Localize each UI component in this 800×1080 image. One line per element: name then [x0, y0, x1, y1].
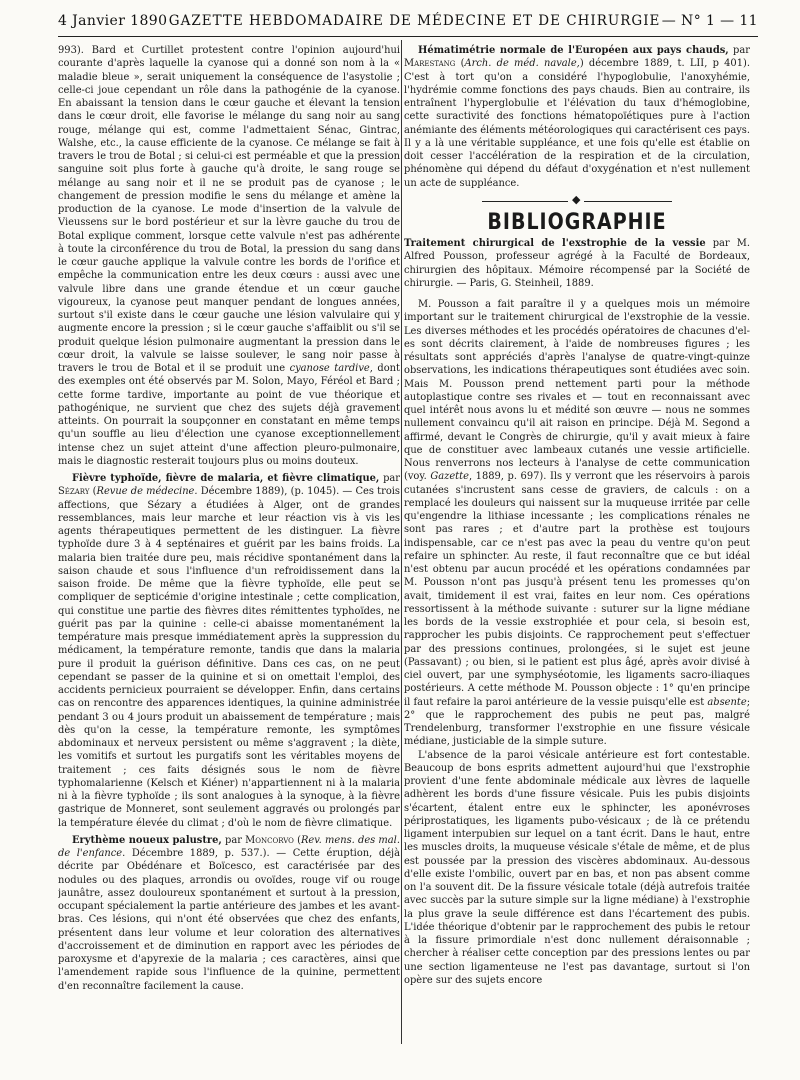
cyanose-tardive: cyanose tardive: [289, 363, 370, 374]
erytheme-body: Décembre 1889, p. 537.). — Cette éruption, déjà décrite par Obédénare et Boïcesco, est caractérisée par des nodules ou des plaques, arrondis ou ovoïdes, rouge vif ou rouge jaunâtre, assez douloureux spontanément et surtout à la pression, occupant spécialement la partie antérieure des jambes et les avant-bras. Ces lésions, qui n'ont été observées que chez des enfants, présentent dans leur volume et leur coloration des alternatives d'accroissement et de diminution en rapport avec les périodes de paroxysme et d'apyrexie de la malaria ; ces caractères, ainsi que l'amendement rapide sous l'influence de la quinine, permettent d'en reconnaître facilement la cause.: [58, 848, 400, 992]
fievre-title: Fièvre typhoïde, fièvre de malaria, et fièvre climatique,: [72, 473, 380, 484]
hematimetrie-body: ) décembre 1889, t. LII, p 401). C'est à tort qu'on a considéré l'hypoglobulie, l'anoxyhémie, l'hydrémie comme fonctions des pays chauds. Bien au contraire, ils entraînent l'hyperglobulie et l'élévation du taux d'hémoglobine, cette suractivité des fonctions hématopoïétiques pure à l'action anémiante des éléments météorologiques qui caractérisent ces pays. Il y a là une véritable suppléance, et une fois qu'elle est établie on doit cesser l'accélération de la respiration et de la circulation, phénomène qui dépend du défaut d'oxygénation et n'est nullement un acte de suppléance.: [404, 58, 750, 189]
review-absente: absente: [707, 696, 747, 708]
fievre-by: par: [379, 473, 400, 484]
page-header: [58, 6, 758, 36]
review-text: M. Pousson a fait paraître il y a quelques mois un mémoire important sur le traitement chirurgical de l'exstrophie de la vessie. Les diverses méthodes et les procédés opératoires de chacunes d'el-es sont décrits clairement, à l'aide de nombreuses figures ; les résultats sont appréciés d'après l'analyse de quatre-vingt-quinze observations, les indications thérapeutiques sont étudiées avec soin. Mais M. Pousson prend nettement parti pour la méthode autoplastique contre ses rivales et — tout en reconnaissant avec quel intérêt nous avons lu et médité son œuvre — nous ne sommes nullement convaincu qu'il ait raison en principe. Déjà M. Segond a affirmé, devant le Congrès de chirurgie, qu'il y avait mieux à faire que de constituer avec lambeaux cutanés une vessie artificielle. Nous renverrons nos lecteurs à l'analyse de cette communication (voy.: [404, 299, 750, 483]
erytheme-author: Moncorvo: [245, 834, 294, 846]
fievre-author: Sézary: [58, 486, 90, 498]
header-page-number: — N° 1 — 11: [661, 13, 758, 29]
cyanose-paragraph: [58, 44, 400, 468]
hematimetrie-article: Hématimétrie normale de l'Européen aux pays chauds, par Marestang (Arch. de méd. navale,) décembre 1889, t. LII, p 401). C'est à tort qu'on a considéré l'hypoglobulie, l'anoxyhémie, l'hydrémie comme fonctions des pays chauds. Bien au contraire, ils entraînent l'hyperglobulie et l'élévation du taux d'hémoglobine, cette suractivité des fonctions hématopoïétiques pure à l'action anémiante des éléments météorologiques qui caractérisent ces pays. Il y a là une véritable suppléance, et une fois qu'elle est établie on doit cesser l'accélération de la respiration et de la circulation, phénomène qui dépend du défaut d'oxygénation et n'est nullement un acte de suppléance.: [404, 45, 750, 189]
review-paragraph-2: L'absence de la paroi vésicale antérieure est fort contestable. Beaucoup de bons esprits admettent aujourd'hui que l'exstrophie provient d'une fente abdominale médicale aux lèvres de laquelle adhèrent les bords d'une fissure vésicale. Puis les pubis disjoints s'écartent, étalent entre eux le sphincter, les aponévroses périprostatiques, les ligaments pubo-vésicaux ; de là ce prétendu ligament interpubien sur lequel on a tant écrit. Dans le haut, entre les muscles droits, la muqueuse vésicale s'étale de même, et de plus est poussée par la pression des viscères abdominaux. Au-dessous d'elle existe l'ombilic, ouvert par en bas, et non pas absent comme on l'a souvent dit. De la fissure vésicale totale (déjà autrefois traitée avec succès par la suture simple sur la ligne médiane) à l'exstrophie la plus grave la seule différence est dans l'écartement des pubis. L'idée théorique d'obtenir par le rapprochement des pubis le retour à la fissure primordiale n'est donc nullement déraisonnable ; chercher à réaliser cette conception par des pressions lentes ou par une section ligamenteuse ne l'est pas davantage, surtout si l'on opère sur des sujets encore: [404, 749, 750, 986]
review-gazette: Gazette: [430, 471, 469, 483]
erytheme-article: Erythème noueux palustre, par Moncorvo (Rev. mens. des mal. de l'enfance. Décembre 1889, p. 537.). — Cette éruption, déjà décrite par Obédénare et Boïcesco, est caractérisée par des nodules ou des plaques, arrondis ou ovoïdes, rouge vif ou rouge jaunâtre, assez douloureux spontanément et surtout à la pression, occupant spécialement la partie antérieure des jambes et les avant-bras. Ces lésions, qui n'ont été observées que chez des enfants, présentent dans leur volume et leur coloration des alternatives d'accroissement et de diminution en rapport avec les périodes de paroxysme et d'apyrexie de la malaria ; ces caractères, ainsi que l'amendement rapide sous l'influence de la quinine, permettent d'en reconnaître facilement la cause.: [58, 834, 400, 992]
bibliographie-book-title: Traitement chirurgical de l'exstrophie de la vessie: [404, 238, 706, 249]
erytheme-source: Rev. mens. des mal. de l'enfance.: [58, 834, 400, 859]
bibliographie-heading: BIBLIOGRAPHIE: [487, 209, 667, 235]
cyanose-text-end: , dont des exemples ont été observés par M. Solon, Mayo, Féréol et Bard ; cette forme tardive, importante au point de vue théorique et pathogénique, ne survient que chez des sujets déjà gravement atteints. On pourrait la soupçonner en constatant en même temps qu'un souffle au lieu d'élection une cyanose exceptionnellement intense chez un sujet atteint d'une affection pleuro-pulmonaire, mais le diagnostic resterait toujours plus ou moins douteux.: [58, 363, 400, 467]
fievre-article: Fièvre typhoïde, fièvre de malaria, et fièvre climatique, par Sézary (Revue de médecine. Décembre 1889), (p. 1045). — Ces trois affections, que Sézary a étudiées à Alger, ont de grandes ressemblances, mais leur marche et leur réaction vis à vis les agents thérapeutiques permettent de les distinguer. La fièvre typhoïde dure 3 à 4 septénaires et guérit par les bains froids. La malaria bien traitée dure peu, mais récidive spontanément dans la saison chaude et sous l'influence d'un refroidissement dans la saison froide. De même que la fièvre typhoïde, elle peut se compliquer de septicémie d'origine intestinale ; cette complication, qui constitue une partie des fièvres dites rémittentes typhoïdes, ne guérit pas par la quinine : celle-ci abaisse momentanément la température mais presque immédiatement après la suppression du médicament, la température remonte, tandis que dans la malaria pure il produit la guérison définitive. Dans ces cas, on ne peut cependant se passer de la quinine et si on omettait l'emploi, des accidents pernicieux pourraient se développer. Enfin, dans certains cas on rencontre des apparences identiques, la quinine administrée pendant 3 ou 4 jours produit un abaissement de température ; mais dès qu'on la cesse, la température remonte, les symptômes abdominaux et nerveux persistent ou même s'aggravent ; la diète, les vomitifs et surtout les purgatifs sont les véritables moyens de traitement ; ces faits désignés sous le nom de fièvre typhomalarienne (Kelsch et Kiéner) n'appartiennent ni à la malaria ni à la fièvre typhoïde ; ils sont analogues à la synoque, à la fièvre gastrique de Monneret, sont seulement aggravés ou prolongés par la température élevée du climat ; d'où le nom de fièvre climatique.: [58, 473, 400, 829]
column-rule: [401, 40, 402, 1044]
hematimetrie-title: Hématimétrie normale de l'Européen aux pays chauds,: [418, 45, 729, 56]
left-column: [58, 44, 400, 1044]
fievre-source: Revue de médecine.: [96, 486, 198, 498]
erytheme-by: par: [221, 834, 246, 846]
section-divider-ornament: [482, 196, 672, 206]
hematimetrie-author: Marestang: [404, 58, 456, 70]
review-paragraph-1: [404, 298, 750, 749]
hematimetrie-source: Arch. de méd. navale,: [464, 58, 580, 70]
review-text-end: ; 2° que le rapprochement des pubis ne peut pas, malgré Trendelenburg, transformer l'exstrophie en une fissure vésicale médiane, justiciable de la simple suture.: [404, 696, 750, 748]
header-rule: [58, 36, 758, 37]
review-text-mid: , 1889, p. 697). Ils y verront que les réservoirs à parois cutanées s'incrustent sans cesse de graviers, de calculs : on a remplacé les douleurs qui naissent sur la muqueuse irritée par celle qu'engendre la lithiase incessante ; les complications rénales ne sont pas rares ; et d'autre part la prothèse est toujours indispensable, car ce n'est pas avec la peau du ventre qu'on peut refaire un sphincter. Au reste, il faut reconnaître que ce but idéal n'est obtenu par aucun procédé et les opérations condamnées par M. Pousson n'ont pas jusqu'à présent tenu les promesses qu'on avait, timidement il est vrai, faites en leur nom. Ces opérations ressortissent à la méthode suivante : suturer sur la ligne médiane les bords de la vessie exstrophiée et pour cela, si besoin est, rapprocher les pubis disjoints. Ce rapprochement peut s'effectuer par des pressions continues, prolongées, si le sujet est jeune (Passavant) ; ou bien, si le patient est plus âgé, après avoir divisé à ciel ouvert, par une symphyséotomie, les ligaments sacro-iliaques postérieurs. A cette méthode M. Pousson objecte : 1° qu'en principe il faut refaire la paroi antérieure de la vessie puisqu'elle est: [404, 471, 750, 708]
erytheme-title: Erythème noueux palustre,: [72, 834, 222, 846]
fievre-body: Décembre 1889), (p. 1045). — Ces trois affections, que Sézary a étudiées à Alger, ont de grandes ressemblances, mais leur marche et leur réaction vis à vis les agents thérapeutiques permettent de les distinguer. La fièvre typhoïde dure 3 à 4 septénaires et guérit par les bains froids. La malaria bien traitée dure peu, mais récidive spontanément dans la saison chaude et sous l'influence d'un refroidissement dans la saison froide. De même que la fièvre typhoïde, elle peut se compliquer de septicémie d'origine intestinale ; cette complication, qui constitue une partie des fièvres dites rémittentes typhoïdes, ne guérit pas par la quinine : celle-ci abaisse momentanément la température mais presque immédiatement après la suppression du médicament, la température remonte, tandis que dans la malaria pure il produit la guérison définitive. Dans ces cas, on ne peut cependant se passer de la quinine et si on omettait l'emploi, des accidents pernicieux pourraient se développer. Enfin, dans certains cas on rencontre des apparences identiques, la quinine administrée pendant 3 ou 4 jours produit un abaissement de température ; mais dès qu'on la cesse, la température remonte, les symptômes abdominaux et nerveux persistent ou même s'aggravent ; la diète, les vomitifs et surtout les purgatifs sont les véritables moyens de traitement ; ces faits désignés sous le nom de fièvre typhomalarienne (Kelsch et Kiéner) n'appartiennent ni à la malaria ni à la fièvre typhoïde ; ils sont analogues à la synoque, à la fièvre gastrique de Monneret, sont seulement aggravés ou prolongés par la température élevée du climat ; d'où le nom de fièvre climatique.: [58, 486, 400, 829]
header-date: 4 Janvier 1890: [58, 13, 168, 29]
hematimetrie-by: par: [728, 45, 750, 56]
header-journal-title: GAZETTE HEBDOMADAIRE DE MÉDECINE ET DE CHIRURGIE: [168, 13, 661, 29]
bibliographie-book-info: par M. Alfred Pousson, professeur agrégé à la Faculté de Bordeaux, chirurgien des hôpitaux. Mémoire récompensé par la Société de chirurgie. — Paris, G. Steinheil, 1889.: [404, 238, 750, 289]
cyanose-text: 993). Bard et Curtillet protestent contre l'opinion aujourd'hui courante d'après laquelle la cyanose qui a donné son nom à la « maladie bleue », serait uniquement la conséquence de l'asystolie ; celle-ci joue cependant un rôle dans la pathogénie de la cyanose. En abaissant la tension dans le cœur gauche et élevant la tension dans le cœur droit, elle favorise le mélange du sang noir au sang rouge, mélange qui est, comme l'admettaient Sénac, Gintrac, Walshe, etc., la cause efficiente de la cyanose. Ce mélange se fait à travers le trou de Botal ; si celui-ci est perméable et que la pression sanguine soit plus forte à gauche qu'à droite, le sang rouge se mélange au sang noir et il ne se produit pas de cyanose ; le changement de pression modifie le sens du mélange et amène la production de la cyanose. Le mode d'insertion de la valvule de Vieussens sur le bord postérieur et sur la lèvre gauche du trou de Botal explique comment, lorsque cette valvule n'est pas adhérente à toute la circonférence du trou de Botal, la pression du sang dans le cœur gauche applique la valvule contre les bords de l'orifice et empêche la communication entre les deux cœurs : aussi avec une valvule libre dans une grande étendue et un cœur gauche vigoureux, la cyanose peut manquer pendant de longues années, surtout s'il existe dans le cœur gauche une lésion valvulaire qui y augmente encore la pression ; si le cœur gauche s'affaiblit ou s'il se produit quelque lésion pulmonaire augmentant la pression dans le cœur droit, la valvule se laisse soulever, le sang noir passe à travers le trou de Botal et il se produit une: [58, 45, 400, 374]
right-column: [404, 44, 750, 1044]
bibliographie-entry-heading: [404, 237, 750, 290]
